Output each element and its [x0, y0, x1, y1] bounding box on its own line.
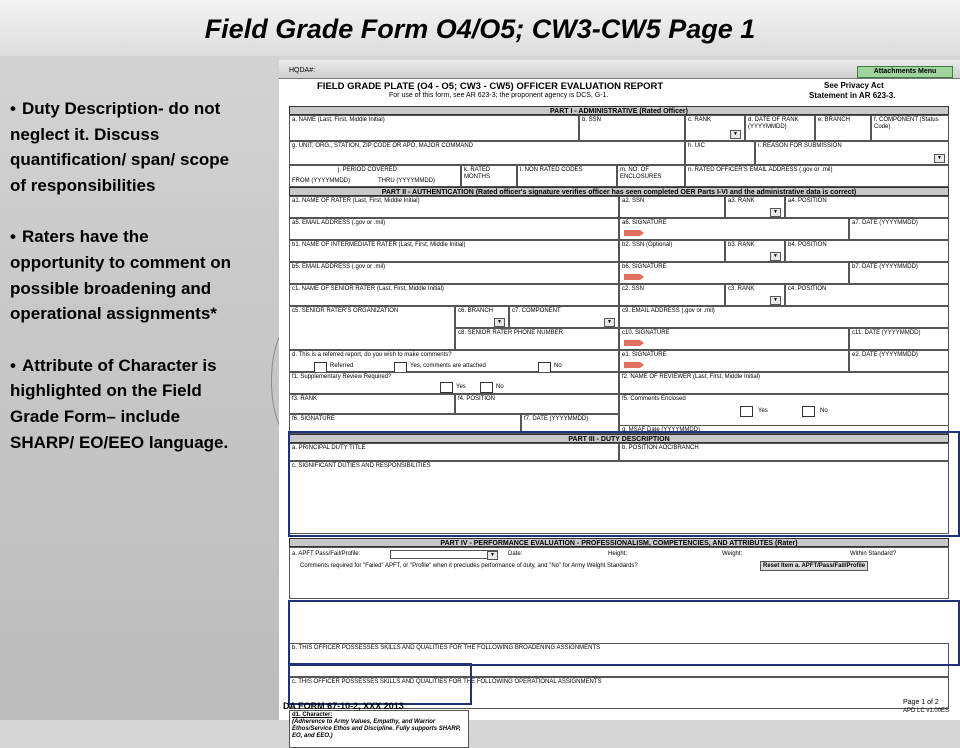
field-label: b7. DATE (YYYYMMDD) [852, 264, 918, 270]
form-header [279, 81, 960, 106]
field-b4[interactable] [785, 240, 949, 262]
referred-label: Referred [330, 363, 354, 369]
signature-arrow-icon[interactable] [624, 340, 644, 346]
field-c10[interactable] [619, 328, 849, 350]
part-4-header: PART IV - PERFORMANCE EVALUATION - PROFESSIONALISM, COMPETENCIES, AND ATTRIBUTES (Rater) [289, 538, 949, 547]
field-a3[interactable] [725, 196, 785, 218]
field-a1[interactable] [289, 196, 619, 218]
field-a4[interactable] [785, 196, 949, 218]
field-rated-email[interactable] [685, 165, 949, 187]
field-label: b. SSN [582, 117, 602, 123]
field-b6[interactable] [619, 262, 849, 284]
field-a7[interactable] [849, 218, 949, 240]
signature-arrow-icon[interactable] [624, 274, 644, 280]
field-c9[interactable] [619, 306, 949, 328]
dropdown-arrow-icon[interactable]: ▼ [487, 551, 498, 560]
field-label: a1. NAME OF RATER (Last, First, Middle Initial) [292, 198, 420, 204]
bullet-list [10, 96, 246, 481]
dropdown-arrow-icon[interactable]: ▼ [494, 318, 505, 327]
field-label: f1. Supplementary Review Required? [292, 374, 392, 380]
field-label: f4. POSITION [458, 396, 496, 402]
field-label: a3. RANK [728, 198, 755, 204]
field-e2[interactable] [849, 350, 949, 372]
field-f2[interactable] [619, 372, 949, 394]
form-version: APD LC v1.00ES [903, 708, 950, 714]
bullet-dot-icon: • [10, 355, 16, 375]
field-rank[interactable] [685, 115, 745, 141]
field-label: b1. NAME OF INTERMEDIATE RATER (Last, First, Middle Initial) [292, 242, 466, 248]
f1-no-label: No [496, 384, 504, 390]
field-c2[interactable] [619, 284, 725, 306]
apft-select[interactable] [390, 550, 498, 559]
dropdown-arrow-icon[interactable]: ▼ [604, 318, 615, 327]
reset-apft-button[interactable]: Reset Item a. APFT/Pass/Fail/Profile [760, 561, 868, 571]
field-label: c. THIS OFFICER POSSESSES SKILLS AND QUALITIES FOR THE FOLLOWING OPERATIONAL ASSIGNMENTS [292, 679, 602, 685]
field-label: c. RANK [688, 117, 712, 123]
field-label: b4. POSITION [788, 242, 827, 248]
field-b3[interactable] [725, 240, 785, 262]
field-label: a6. SIGNATURE [622, 220, 667, 226]
bullet-text: Attribute of Character is highlighted on the Field Grade Form– include SHARP/ EO/EEO language. [10, 355, 229, 452]
part-3-header: PART III - DUTY DESCRIPTION [289, 434, 949, 443]
field-a6[interactable] [619, 218, 849, 240]
duty-description-highlight [288, 431, 960, 537]
field-a2[interactable] [619, 196, 725, 218]
character-title: d1. Character: [292, 712, 333, 718]
field-label: c4. POSITION [788, 286, 827, 292]
page-indicator: Page 1 of 2 [903, 699, 939, 706]
field-label: d. This is a referred report, do you wish to make comments? [292, 352, 452, 358]
field-label: j. PERIOD COVERED [338, 167, 398, 173]
apft-weight-label: Weight: [722, 551, 743, 557]
field-label: f2. NAME OF REVIEWER (Last, First, Middle Initial) [622, 374, 761, 380]
field-thru: THRU (YYYYMMDD) [378, 178, 435, 184]
field-label: b5. EMAIL ADDRESS (.gov or .mil) [292, 264, 386, 270]
f1-yes-label: Yes [456, 384, 466, 390]
signature-arrow-icon[interactable] [624, 362, 644, 368]
form-subtitle: For use of this form, see AR 623-3; the proponent agency is DCS, G-1. [389, 92, 609, 99]
field-f1 [289, 372, 619, 394]
field-branch[interactable] [815, 115, 871, 141]
field-label: l. NON RATED CODES [520, 167, 583, 173]
form-number: DA FORM 67-10-2, XXX 2013 [283, 701, 404, 711]
field-label: c7. COMPONENT [512, 308, 561, 314]
field-label: c10. SIGNATURE [622, 330, 670, 336]
bullet-text: Duty Description- do not neglect it. Discuss quantification/ span/ scope of responsibilities [10, 99, 230, 195]
field-b2[interactable] [619, 240, 725, 262]
field-b7[interactable] [849, 262, 949, 284]
field-label: d. DATE OF RANK (YYYYMMDD) [748, 117, 799, 130]
field-c4[interactable] [785, 284, 949, 306]
title-bar [0, 0, 960, 56]
field-date-of-rank[interactable] [745, 115, 815, 141]
field-label: b. POSITION AOC/BRANCH [622, 445, 699, 451]
form-toolbar [279, 60, 960, 79]
field-unit[interactable] [289, 141, 685, 165]
field-label: a. PRINCIPAL DUTY TITLE [292, 445, 366, 451]
dropdown-arrow-icon[interactable]: ▼ [770, 208, 781, 217]
field-from: FROM (YYYYMMDD) [292, 178, 350, 184]
field-c11[interactable] [849, 328, 949, 350]
field-component[interactable] [871, 115, 949, 141]
field-apft [289, 547, 949, 599]
field-label: f. COMPONENT (Status Code) [874, 117, 939, 130]
signature-arrow-icon[interactable] [624, 230, 644, 236]
field-label: g. UNIT, ORG., STATION, ZIP CODE OR APO, MAJOR COMMAND [292, 143, 474, 149]
field-c6[interactable] [455, 306, 509, 328]
field-label: b3. RANK [728, 242, 755, 248]
attachments-menu-button[interactable]: Attachments Menu [857, 66, 953, 78]
field-reason[interactable] [755, 141, 949, 165]
hqda-label: HQDA#: [289, 67, 316, 74]
apft-date-label: Date: [508, 551, 523, 557]
field-enclosures[interactable] [617, 165, 685, 187]
field-period-covered[interactable] [289, 165, 461, 187]
f5-yes-checkbox[interactable] [740, 406, 753, 417]
no-comments-label: No [554, 363, 562, 369]
field-non-rated[interactable] [517, 165, 617, 187]
bullet-dot-icon: • [10, 99, 16, 118]
field-label: c. SIGNIFICANT DUTIES AND RESPONSIBILITIES [292, 463, 431, 469]
yes-comments-label: Yes, comments are attached [410, 363, 486, 369]
field-a5[interactable] [289, 218, 619, 240]
field-c3[interactable] [725, 284, 785, 306]
part-1-header: PART I - ADMINISTRATIVE (Rated Officer) [289, 106, 949, 115]
field-label: c1. NAME OF SENIOR RATER (Last, First, Middle Initial) [292, 286, 444, 292]
field-label: m. NO. OF ENCLOSURES [620, 167, 662, 180]
field-f4[interactable] [455, 394, 619, 414]
dropdown-arrow-icon[interactable]: ▼ [770, 296, 781, 305]
field-c5[interactable] [289, 306, 455, 350]
field-label: c8. SENIOR RATER PHONE NUMBER [458, 330, 563, 336]
form-title: FIELD GRADE PLATE (O4 - O5; CW3 - CW5) OFFICER EVALUATION REPORT [317, 81, 664, 92]
field-label: c3. RANK [728, 286, 755, 292]
field-label: a2. SSN [622, 198, 645, 204]
field-label: i. REASON FOR SUBMISSION [758, 143, 842, 149]
field-rated-months[interactable] [461, 165, 517, 187]
field-label: b6. SIGNATURE [622, 264, 667, 270]
bullet-item [10, 353, 246, 455]
f1-no-checkbox[interactable] [480, 382, 493, 393]
field-c1[interactable] [289, 284, 619, 306]
field-b5[interactable] [289, 262, 619, 284]
assignments-highlight [288, 600, 960, 666]
apft-comments-note: Comments required for "Failed" APFT, or "Profile" when it precludes performance of duty, and "No" for Army Weight Standards? [300, 563, 638, 569]
dropdown-arrow-icon[interactable]: ▼ [934, 154, 945, 163]
bullet-text: Raters have the opportunity to comment on possible broadening and operational assignments* [10, 227, 231, 324]
apft-within-label: Within Standard? [850, 551, 897, 557]
field-label: c2. SSN [622, 286, 645, 292]
field-c8[interactable] [455, 328, 619, 350]
dropdown-arrow-icon[interactable]: ▼ [730, 130, 741, 139]
slide-title: Field Grade Form O4/O5; CW3-CW5 Page 1 [204, 14, 756, 44]
bullet-item [10, 224, 246, 326]
field-label: a. NAME (Last, First, Middle Initial) [292, 117, 385, 123]
field-label: c11. DATE (YYYYMMDD) [852, 330, 921, 336]
part-2-header: PART II - AUTHENTICATION (Rated officer's signature verifies officer has seen completed OER Parts I-VI and the administrative data is correct) [289, 187, 949, 196]
bullet-dot-icon: • [10, 227, 16, 247]
f1-yes-checkbox[interactable] [440, 382, 453, 393]
field-label: c9. EMAIL ADDRESS (.gov or .mil) [622, 308, 715, 314]
field-label: g. MSAF Date (YYYYMMDD) [622, 427, 701, 433]
field-e1[interactable] [619, 350, 849, 372]
field-label: n. RATED OFFICER'S EMAIL ADDRESS (.gov or .mil) [688, 167, 833, 173]
field-f3[interactable] [289, 394, 455, 414]
field-label: c5. SENIOR RATER'S ORGANIZATION [292, 308, 399, 314]
field-label: h. UIC [688, 143, 706, 149]
field-label: f7. DATE (YYYYMMDD) [524, 416, 589, 422]
field-label: e. BRANCH [818, 117, 851, 123]
field-c7[interactable] [509, 306, 619, 328]
character-text: (Adherence to Army Values, Empathy, and Warrior Ethos/Service Ethos and Discipline. Fully supports SHARP, EO, and EEO.) [292, 719, 461, 739]
field-label: b. THIS OFFICER POSSESSES SKILLS AND QUALITIES FOR THE FOLLOWING BROADENING ASSIGNMENTS [292, 645, 601, 651]
field-label: f6. SIGNATURE [292, 416, 335, 422]
bullet-item [10, 96, 246, 198]
field-ssn[interactable] [579, 115, 685, 141]
field-d-referred [289, 350, 619, 372]
field-label: a5. EMAIL ADDRESS (.gov or .mil) [292, 220, 386, 226]
dropdown-arrow-icon[interactable]: ▼ [770, 252, 781, 261]
f5-no-label: No [820, 408, 828, 414]
field-label: e1. SIGNATURE [622, 352, 667, 358]
privacy-act-1: See Privacy Act [824, 81, 884, 90]
character-highlight [288, 663, 472, 705]
field-character[interactable] [289, 710, 469, 748]
field-label: b2. SSN (Optional) [622, 242, 673, 248]
apft-height-label: Height: [608, 551, 628, 557]
f5-yes-label: Yes [758, 408, 768, 414]
field-label: k. RATED MONTHS [464, 167, 491, 180]
field-label: e2. DATE (YYYYMMDD) [852, 352, 918, 358]
field-label: f3. RANK [292, 396, 318, 402]
field-label: a4. POSITION [788, 198, 827, 204]
field-b1[interactable] [289, 240, 619, 262]
field-label: a. APFT Pass/Fail/Profile: [292, 551, 361, 557]
field-label: c6. BRANCH [458, 308, 494, 314]
privacy-act-2: Statement in AR 623-3. [809, 91, 896, 100]
field-name[interactable] [289, 115, 579, 141]
oer-form [279, 60, 960, 739]
field-uic[interactable] [685, 141, 755, 165]
field-label: a7. DATE (YYYYMMDD) [852, 220, 918, 226]
field-label: f5. Comments Enclosed [622, 396, 686, 402]
f5-no-checkbox[interactable] [802, 406, 815, 417]
